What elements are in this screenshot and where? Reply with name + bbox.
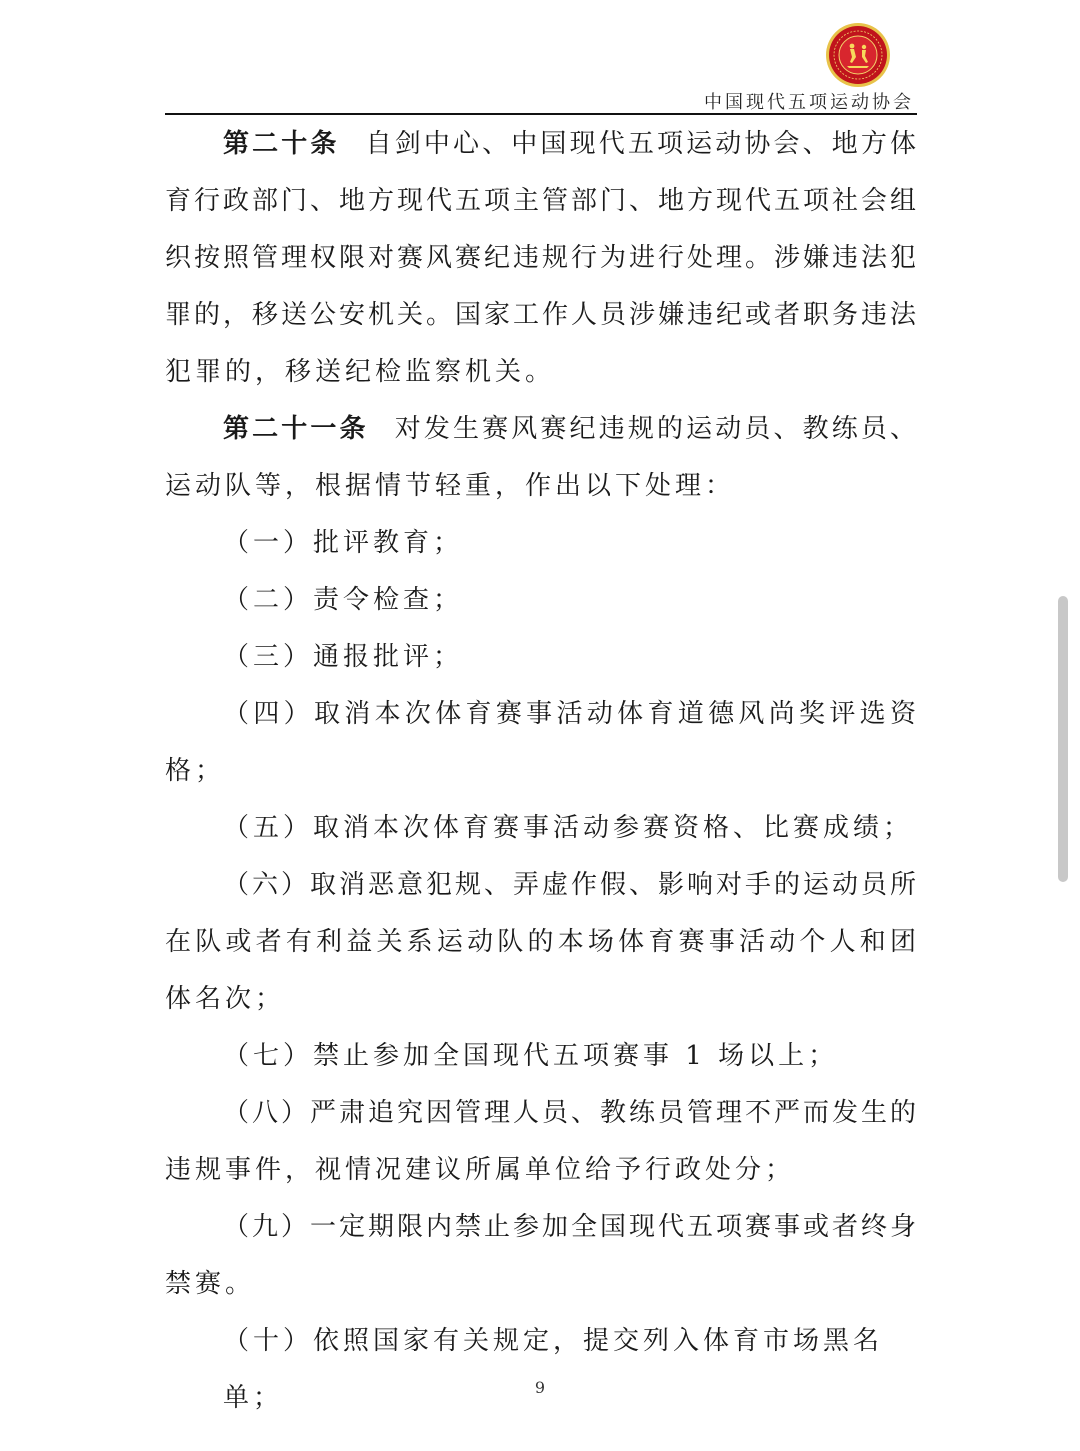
page-number: 9 (534, 1378, 546, 1397)
item-5: （五）取消本次体育赛事活动参赛资格、比赛成绩； (223, 813, 914, 843)
item-6-line-3: 体名次； (165, 984, 286, 1014)
header-title: 中国现代五项运动协会 (704, 92, 914, 113)
article-20-line-1: 第二十条 自剑中心、中国现代五项运动协会、地方体 (165, 116, 917, 173)
article-20-line-5: 犯罪的，移送纪检监察机关。 (165, 357, 556, 387)
item-3: （三）通报批评； (223, 642, 464, 672)
association-seal-icon (825, 22, 891, 88)
item-9-line-2: 禁赛。 (165, 1269, 256, 1299)
article-20-label: 第二十条 (223, 129, 340, 159)
vertical-scrollbar[interactable] (1058, 596, 1068, 882)
article-21-line-1: 第二十一条 对发生赛风赛纪违规的运动员、教练员、 (165, 401, 917, 458)
item-9-line-1: （九）一定期限内禁止参加全国现代五项赛事或者终身 (223, 1212, 917, 1242)
article-20-line-2: 育行政部门、地方现代五项主管部门、地方现代五项社会组 (165, 186, 917, 216)
item-10: （十）依照国家有关规定，提交列入体育市场黑名单； (223, 1326, 884, 1413)
header-divider (165, 113, 917, 115)
article-21-line-2: 运动队等，根据情节轻重，作出以下处理： (165, 471, 736, 501)
article-20-line-4: 罪的，移送公安机关。国家工作人员涉嫌违纪或者职务违法 (165, 300, 917, 330)
article-20-line-3: 织按照管理权限对赛风赛纪违规行为进行处理。涉嫌违法犯 (165, 243, 917, 273)
item-8-line-2: 违规事件，视情况建议所属单位给予行政处分； (165, 1155, 796, 1185)
article-21-label: 第二十一条 (223, 414, 369, 444)
document-body (165, 116, 917, 1427)
item-7: （七）禁止参加全国现代五项赛事 1 场以上； (223, 1041, 839, 1071)
item-2: （二）责令检查； (223, 585, 464, 615)
item-6-line-1: （六）取消恶意犯规、弄虚作假、影响对手的运动员所 (223, 870, 917, 900)
item-1: （一）批评教育； (223, 528, 464, 558)
item-6-line-2: 在队或者有利益关系运动队的本场体育赛事活动个人和团 (165, 927, 917, 957)
item-4-line-1: （四）取消本次体育赛事活动体育道德风尚奖评选资 (223, 699, 917, 729)
item-8-line-1: （八）严肃追究因管理人员、教练员管理不严而发生的 (223, 1098, 917, 1128)
item-4-line-2: 格； (165, 756, 226, 786)
